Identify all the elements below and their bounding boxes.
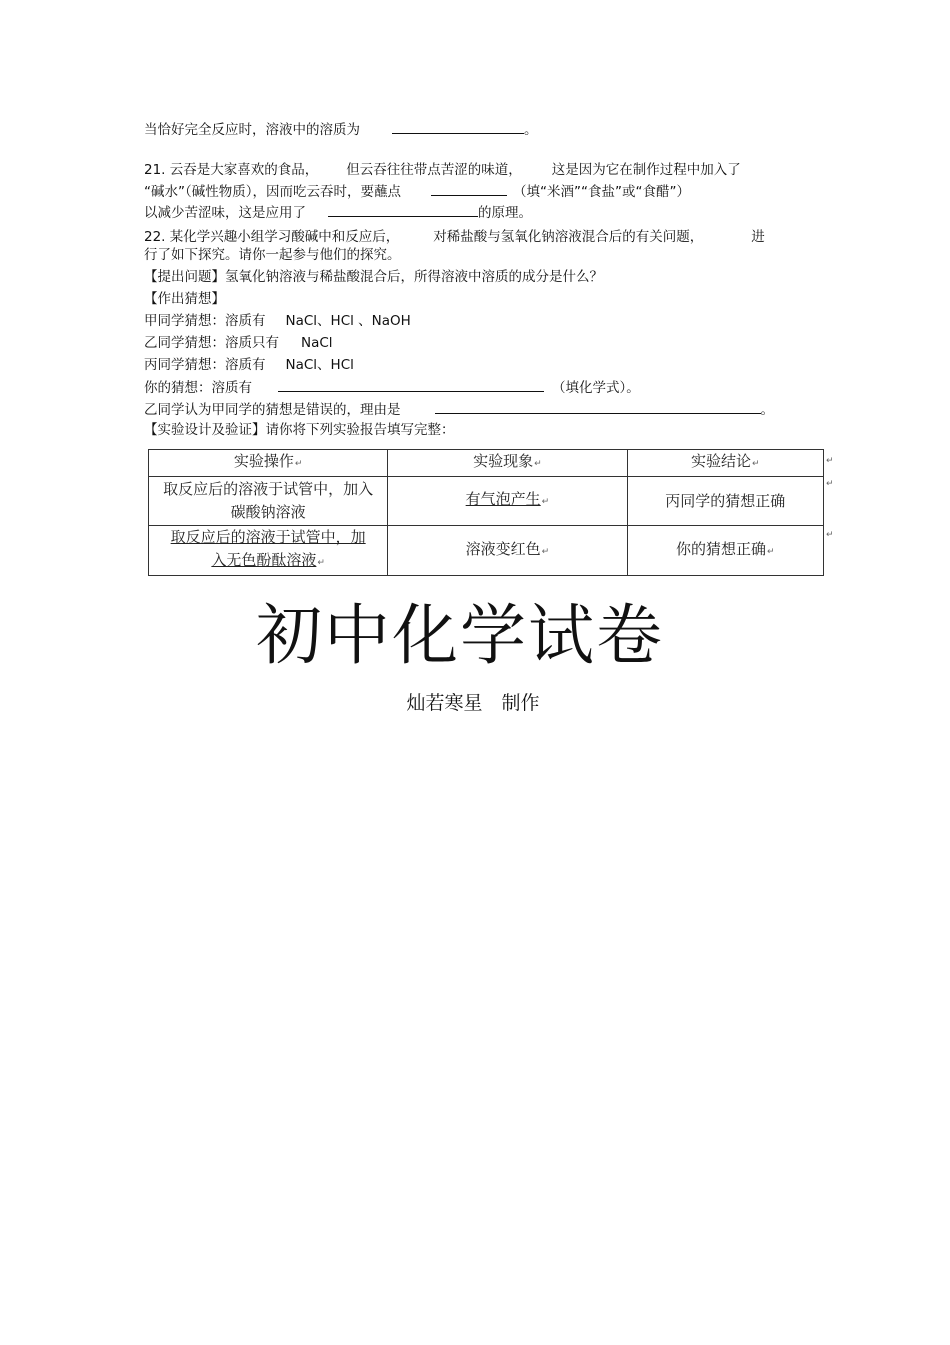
guess-yi-label: 乙同学猜想：溶质只有 [144, 335, 279, 351]
header-operation [149, 450, 388, 477]
guess-jia-label: 甲同学猜想：溶质有 [144, 313, 266, 329]
row1-conclusion [627, 477, 823, 526]
q22-text-c: 进 [751, 229, 765, 245]
author-credit: 灿若寒星 制作 [406, 692, 540, 714]
table-row [149, 526, 824, 576]
paragraph-mark: ↵ [541, 546, 550, 557]
q21-text-a: 21. 云吞是大家喜欢的食品， [144, 162, 319, 178]
guess-yi-value: NaCl [301, 335, 333, 351]
q21-text-c: 这是因为它在制作过程中加入了 [551, 162, 741, 178]
row1-phenomenon[interactable] [388, 477, 627, 526]
guess-jia [144, 312, 411, 330]
q22-line1 [144, 228, 765, 246]
paragraph-mark: ↵ [752, 459, 760, 469]
row2-operation[interactable] [149, 526, 388, 576]
exam-title: 初中化学试卷 [256, 597, 664, 674]
q22-text-b: 对稀盐酸与氢氧化钠溶液混合后的有关问题， [433, 229, 704, 245]
paragraph-mark: ↵ [294, 459, 303, 469]
guess-yi [144, 334, 333, 352]
row2-conclusion [627, 526, 823, 576]
guess-bing-value: NaCl、HCl [285, 357, 354, 373]
row-end-mark: ↵ [826, 479, 834, 489]
q21-text-d: “碱水”（碱性物质），因而吃云吞时，要蘸点 [144, 184, 401, 200]
paragraph-mark: ↵ [541, 497, 550, 507]
period: 。 [524, 122, 538, 138]
q21-line1 [144, 161, 741, 179]
q21-hint: （填“米酒”“食盐”或“食醋”） [513, 184, 690, 200]
row1-operation [149, 477, 388, 526]
period: 。 [760, 402, 774, 418]
row2-phenomenon [388, 526, 627, 576]
header-phenomenon-label: 实验现象 [473, 452, 534, 470]
row-end-mark: ↵ [826, 530, 834, 540]
guess-you [144, 378, 640, 397]
guess-you-label: 你的猜想：溶质有 [144, 380, 252, 396]
q22-question: 【提出问题】氢氧化钠溶液与稀盐酸混合后，所得溶液中溶质的成分是什么？ [144, 269, 603, 285]
row2-phenomenon-text: 溶液变红色 [465, 539, 541, 558]
principle-blank[interactable] [328, 203, 478, 217]
reason-label: 乙同学认为甲同学的猜想是错误的，理由是 [144, 402, 401, 418]
row-end-mark: ↵ [826, 456, 834, 466]
prev-question-text: 当恰好完全反应时，溶液中的溶质为 [144, 122, 360, 138]
guess-you-hint: （填化学式）。 [552, 380, 640, 396]
header-operation-label: 实验操作 [233, 452, 294, 470]
row2-op-line1: 取反应后的溶液于试管中，加 [170, 528, 366, 546]
reason-blank[interactable] [435, 400, 761, 414]
header-phenomenon [388, 450, 627, 477]
q22-line2: 行了如下探究。请你一起参与他们的探究。 [144, 247, 401, 263]
reason-line [144, 400, 774, 419]
header-conclusion [627, 450, 823, 477]
row2-op-line2: 入无色酚酞溶液 [211, 551, 317, 569]
table-row [149, 477, 824, 526]
q21-line2 [144, 182, 690, 201]
row1-op-line1: 取反应后的溶液于试管中，加入 [163, 480, 374, 498]
paragraph-mark: ↵ [767, 546, 775, 557]
q21-text-f: 的原理。 [478, 205, 532, 221]
q21-text-b: 但云吞往往带点苦涩的味道， [346, 162, 522, 178]
header-conclusion-label: 实验结论 [691, 452, 752, 470]
prev-question-line [144, 120, 538, 139]
paragraph-mark: ↵ [317, 558, 325, 568]
row1-op-line2: 碳酸钠溶液 [230, 503, 306, 521]
table-header-row [149, 450, 824, 477]
guess-bing [144, 356, 354, 374]
row1-conclusion-text: 丙同学的猜想正确 [665, 491, 786, 510]
guess-jia-value: NaCl、HCl 、NaOH [285, 313, 411, 329]
q21-line3 [144, 203, 532, 222]
q22-text-a: 22. 某化学兴趣小组学习酸碱中和反应后， [144, 229, 400, 245]
experiment-report-table [148, 449, 824, 576]
your-guess-blank[interactable] [278, 378, 544, 392]
guess-bing-label: 丙同学猜想：溶质有 [144, 357, 266, 373]
q22-guess-header: 【作出猜想】 [144, 291, 225, 307]
q21-text-e: 以减少苦涩味，这是应用了 [144, 205, 306, 221]
paragraph-mark: ↵ [534, 459, 542, 469]
design-header: 【实验设计及验证】请你将下列实验报告填写完整： [144, 422, 455, 438]
seasoning-blank[interactable] [431, 182, 507, 196]
row2-conclusion-text: 你的猜想正确 [676, 539, 767, 558]
row1-phenomenon-answer: 有气泡产生 [465, 490, 541, 508]
answer-blank[interactable] [392, 120, 524, 134]
